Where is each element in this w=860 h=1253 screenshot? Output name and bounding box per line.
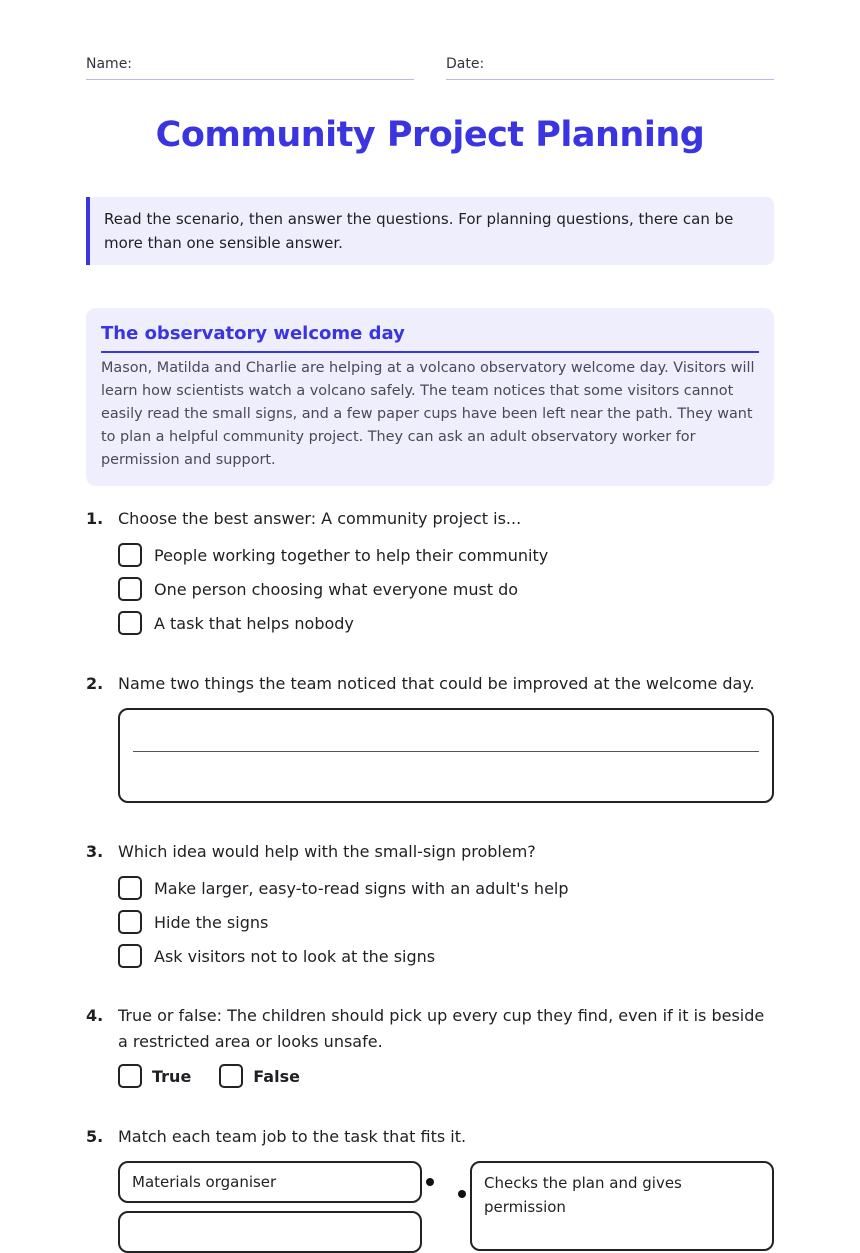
checkbox[interactable] [118, 577, 142, 601]
page-title: Community Project Planning [155, 115, 705, 155]
match-task-card[interactable] [470, 1161, 774, 1251]
checkbox[interactable] [118, 944, 142, 968]
question-text: True or false: The children should pick up every cup they find, even if it is beside a restricted area or looks unsafe. [118, 1006, 765, 1051]
scenario-text: Mason, Matilda and Charlie are helping at a volcano observatory welcome day. Visitors will learn how scientists watch a volcano safely. The team notices that some visitors cannot easily read the small signs, and a few paper cups have been left near the path. They want to plan a helpful community project. They can ask an adult observatory worker for permission and support. [101, 360, 755, 468]
question-number: 4. [86, 1006, 104, 1025]
question-prompt [86, 506, 774, 532]
option-label: True [152, 1066, 192, 1086]
question-text: Match each team job to the task that fits it. [118, 1127, 467, 1146]
question-2 [86, 671, 774, 803]
option[interactable] [118, 905, 774, 939]
option[interactable] [118, 538, 774, 572]
option[interactable] [118, 572, 774, 606]
option-list [86, 871, 774, 973]
question-number: 3. [86, 842, 104, 861]
name-label: Name: [86, 56, 133, 72]
question-prompt [86, 671, 774, 697]
match-job-card[interactable] [118, 1161, 422, 1203]
question-text: Choose the best answer: A community project is... [118, 509, 522, 528]
matching-area [86, 1161, 774, 1241]
checkbox[interactable] [118, 1064, 142, 1088]
option[interactable] [118, 871, 774, 905]
option-false[interactable] [219, 1063, 300, 1089]
option-list [86, 538, 774, 640]
checkbox[interactable] [118, 910, 142, 934]
question-number: 2. [86, 674, 104, 693]
question-prompt [86, 1124, 774, 1150]
scenario-card [86, 308, 774, 486]
date-field[interactable] [446, 54, 774, 80]
question-prompt [86, 1003, 774, 1055]
question-1 [86, 506, 774, 640]
question-4 [86, 1003, 774, 1089]
checkbox[interactable] [118, 611, 142, 635]
question-prompt [86, 839, 774, 865]
option-label: Hide the signs [154, 912, 269, 932]
question-text: Name two things the team noticed that could be improved at the welcome day. [118, 674, 755, 693]
question-number: 1. [86, 509, 104, 528]
option-label: Make larger, easy-to-read signs with an adult's help [154, 878, 569, 898]
match-task-label: Checks the plan and gives permission [484, 1174, 682, 1216]
question-text: Which idea would help with the small-sign problem? [118, 842, 536, 861]
match-job-card[interactable] [118, 1211, 422, 1253]
option-label: One person choosing what everyone must do [154, 579, 519, 599]
option-label: A task that helps nobody [154, 613, 354, 633]
question-3 [86, 839, 774, 973]
instructions-callout: Read the scenario, then answer the questions. For planning questions, there can be more than one sensible answer. [86, 197, 774, 265]
match-connector-dot[interactable] [426, 1178, 434, 1186]
question-number: 5. [86, 1127, 104, 1146]
name-field[interactable] [86, 54, 414, 80]
checkbox[interactable] [118, 543, 142, 567]
option-label: False [253, 1066, 300, 1086]
question-5 [86, 1124, 774, 1241]
checkbox[interactable] [118, 876, 142, 900]
option[interactable] [118, 939, 774, 973]
option-true[interactable] [118, 1063, 191, 1089]
checkbox[interactable] [219, 1064, 243, 1088]
true-false-options [86, 1063, 774, 1089]
match-job-label: Materials organiser [132, 1173, 277, 1191]
date-label: Date: [446, 56, 485, 72]
scenario-heading: The observatory welcome day [101, 320, 759, 353]
header-fields [86, 54, 774, 80]
option-label: Ask visitors not to look at the signs [154, 946, 436, 966]
writing-line [133, 751, 759, 752]
match-connector-dot[interactable] [458, 1190, 466, 1198]
answer-box[interactable] [118, 708, 774, 803]
option-label: People working together to help their community [154, 545, 549, 565]
option[interactable] [118, 606, 774, 640]
